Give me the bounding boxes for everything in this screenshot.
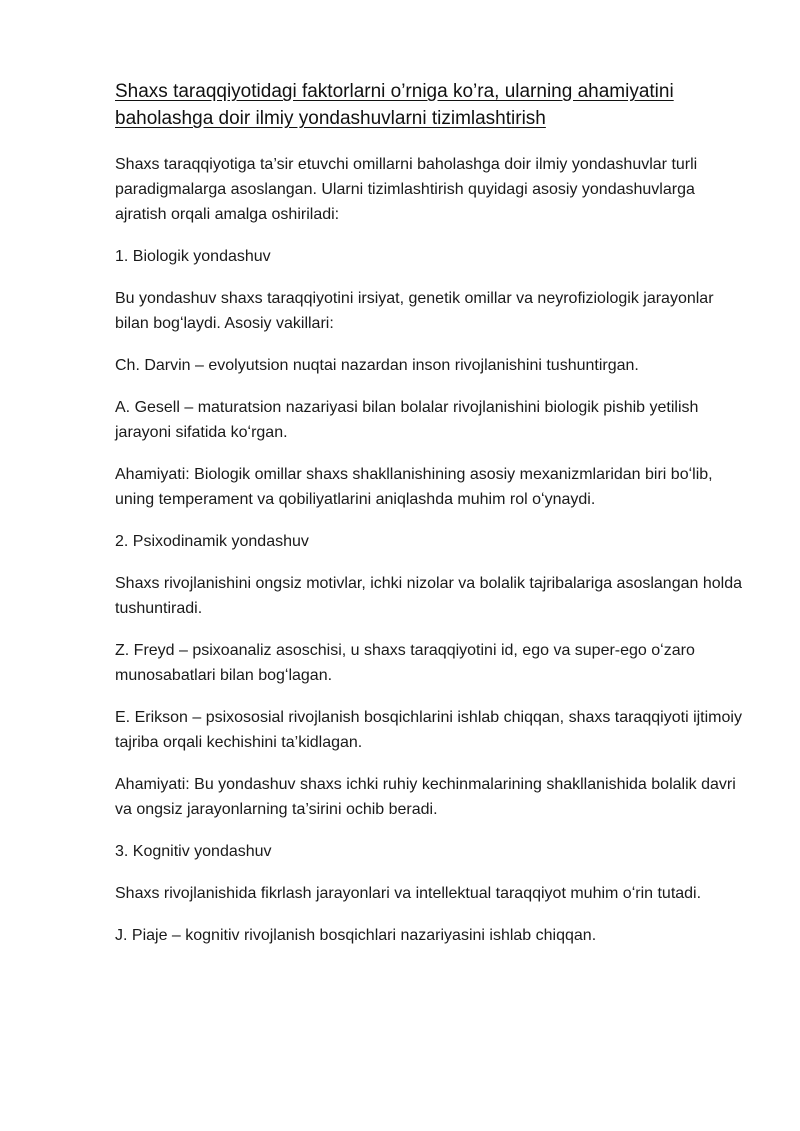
biologik-gesell: A. Gesell – maturatsion nazariyasi bilan bolalar rivojlanishini biologik pishib yetilish jarayoni sifatida koʻrgan. bbox=[115, 399, 699, 441]
biologik-ahamiyati: Ahamiyati: Biologik omillar shaxs shakllanishining asosiy mexanizmlaridan biri boʻlib, uning temperament va qobiliyatlarini aniqlashda muhim rol oʻynaydi. bbox=[115, 466, 713, 508]
kognitiv-description: Shaxs rivojlanishida fikrlash jarayonlari va intellektual taraqqiyot muhim oʻrin tutadi. bbox=[115, 885, 702, 902]
section-heading-psixodinamik: 2. Psixodinamik yondashuv bbox=[115, 533, 309, 550]
psixodinamik-ahamiyati: Ahamiyati: Bu yondashuv shaxs ichki ruhiy kechinmalarining shakllanishida bolalik davri va ongsiz jarayonlarning ta’sirini ochib beradi. bbox=[115, 776, 736, 818]
psixodinamik-erikson: E. Erikson – psixososial rivojlanish bosqichlarini ishlab chiqqan, shaxs taraqqiyoti ijtimoiy tajriba orqali kechishini ta’kidlagan. bbox=[115, 709, 742, 751]
document-page bbox=[115, 78, 745, 965]
kognitiv-piaje: J. Piaje – kognitiv rivojlanish bosqichlari nazariyasini ishlab chiqqan. bbox=[115, 927, 597, 944]
psixodinamik-description: Shaxs rivojlanishini ongsiz motivlar, ichki nizolar va bolalik tajribalariga asoslangan holda tushuntiradi. bbox=[115, 575, 742, 617]
biologik-darvin: Ch. Darvin – evolyutsion nuqtai nazardan inson rivojlanishini tushuntirgan. bbox=[115, 357, 639, 374]
intro-paragraph: Shaxs taraqqiyotiga ta’sir etuvchi omillarni baholashga doir ilmiy yondashuvlar turli paradigmalarga asoslangan. Ularni tizimlashtirish quyidagi asosiy yondashuvlarga ajratish orqali amalga oshiriladi: bbox=[115, 156, 698, 223]
section-heading-kognitiv: 3. Kognitiv yondashuv bbox=[115, 843, 272, 860]
document-title: Shaxs taraqqiyotidagi faktorlarni o’rniga ko’ra, ularning ahamiyatini baholashga doir ilmiy yondashuvlarni tizimlashtirish bbox=[115, 81, 674, 129]
section-heading-biologik: 1. Biologik yondashuv bbox=[115, 248, 271, 265]
biologik-description: Bu yondashuv shaxs taraqqiyotini irsiyat, genetik omillar va neyrofiziologik jarayonlar bilan bogʻlaydi. Asosiy vakillari: bbox=[115, 290, 714, 332]
psixodinamik-freyd: Z. Freyd – psixoanaliz asoschisi, u shaxs taraqqiyotini id, ego va super-ego oʻzaro munosabatlari bilan bogʻlagan. bbox=[115, 642, 695, 684]
